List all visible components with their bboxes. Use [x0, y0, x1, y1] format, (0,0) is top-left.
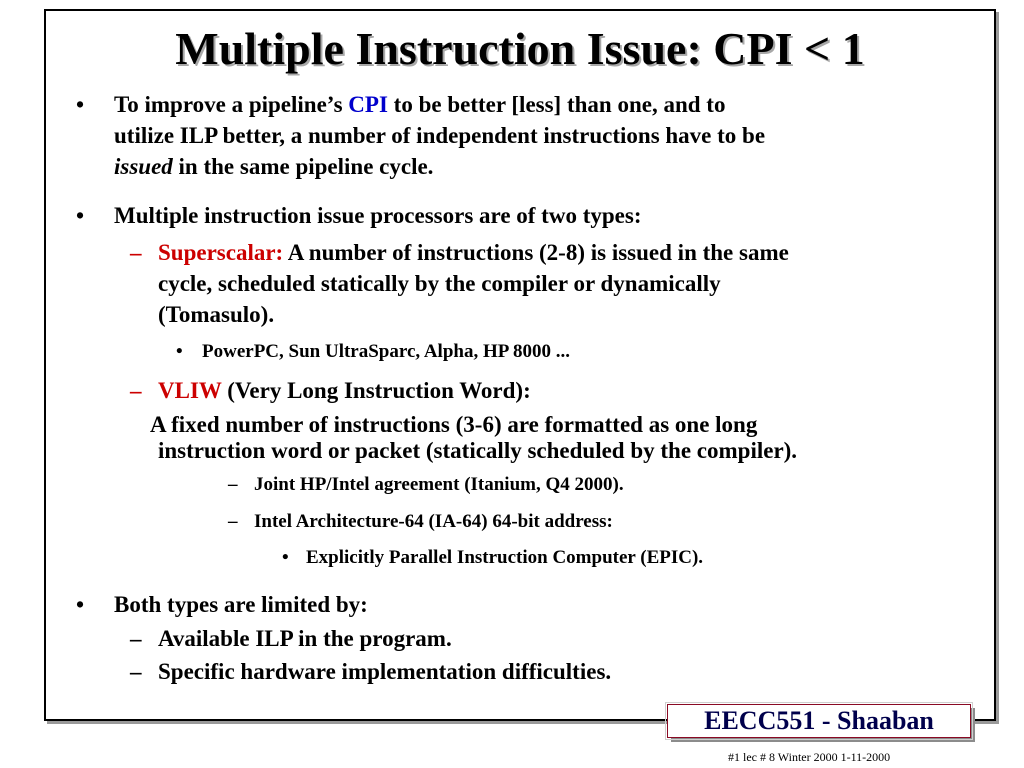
- vliw-sub-2: Intel Architecture-64 (IA-64) 64-bit address:: [254, 511, 613, 532]
- bullet-1-text-pre: To improve a pipeline’s: [114, 92, 349, 117]
- superscalar-text: A number of instructions (2-8) is issued in the same: [283, 240, 789, 265]
- vliw-label: VLIW: [158, 378, 222, 403]
- slide-body: [46, 11, 994, 719]
- bullet-3-sub-2: Specific hardware implementation difficulties.: [158, 659, 612, 684]
- bullet-2-text: Multiple instruction issue processors are of two types:: [114, 203, 642, 228]
- lecture-footnote: #1 lec # 8 Winter 2000 1-11-2000: [728, 750, 891, 764]
- dash-marker: –: [130, 378, 142, 403]
- slide-frame: [44, 9, 996, 721]
- vliw-heading: [158, 375, 531, 406]
- bullet-1-text-post: to be better [less] than one, and to: [387, 92, 726, 117]
- bullet-marker: •: [76, 592, 85, 617]
- issued-emphasis: issued: [114, 154, 173, 179]
- bullet-marker: •: [282, 547, 289, 568]
- superscalar-label: Superscalar:: [158, 240, 284, 265]
- course-footer-badge: EECC551 - Shaaban: [667, 704, 971, 738]
- superscalar-line-1: [158, 237, 789, 268]
- bullet-3-text: Both types are limited by:: [114, 592, 368, 617]
- vliw-desc-line-2: instruction word or packet (statically scheduled by the compiler).: [158, 438, 798, 463]
- dash-marker: –: [130, 240, 142, 265]
- dash-marker: –: [130, 626, 142, 651]
- bullet-marker: •: [76, 92, 85, 117]
- vliw-sub-1: Joint HP/Intel agreement (Itanium, Q4 2000).: [254, 474, 624, 495]
- bullet-1-line-3: [114, 151, 433, 182]
- dash-marker: –: [130, 659, 142, 684]
- bullet-1-line-1: [114, 89, 725, 120]
- bullet-1-line-2: utilize ILP better, a number of independent instructions have to be: [114, 123, 766, 148]
- bullet-marker: •: [176, 341, 183, 362]
- bullet-1-line-3-post: in the same pipeline cycle.: [172, 154, 434, 179]
- superscalar-line-3: (Tomasulo).: [158, 302, 275, 327]
- superscalar-line-2: cycle, scheduled statically by the compiler or dynamically: [158, 271, 721, 296]
- vliw-desc-line-1: A fixed number of instructions (3-6) are formatted as one long: [150, 412, 758, 437]
- bullet-marker: •: [76, 203, 85, 228]
- slide-title: Multiple Instruction Issue: CPI < 1: [175, 23, 865, 74]
- bullet-3-sub-1: Available ILP in the program.: [158, 626, 452, 651]
- cpi-highlight: CPI: [348, 92, 388, 117]
- superscalar-examples: PowerPC, Sun UltraSparc, Alpha, HP 8000 ...: [202, 341, 571, 362]
- dash-marker: –: [228, 511, 238, 532]
- dash-marker: –: [228, 474, 238, 495]
- vliw-label-post: (Very Long Instruction Word):: [221, 378, 531, 403]
- vliw-sub-2-detail: Explicitly Parallel Instruction Computer (EPIC).: [306, 547, 704, 568]
